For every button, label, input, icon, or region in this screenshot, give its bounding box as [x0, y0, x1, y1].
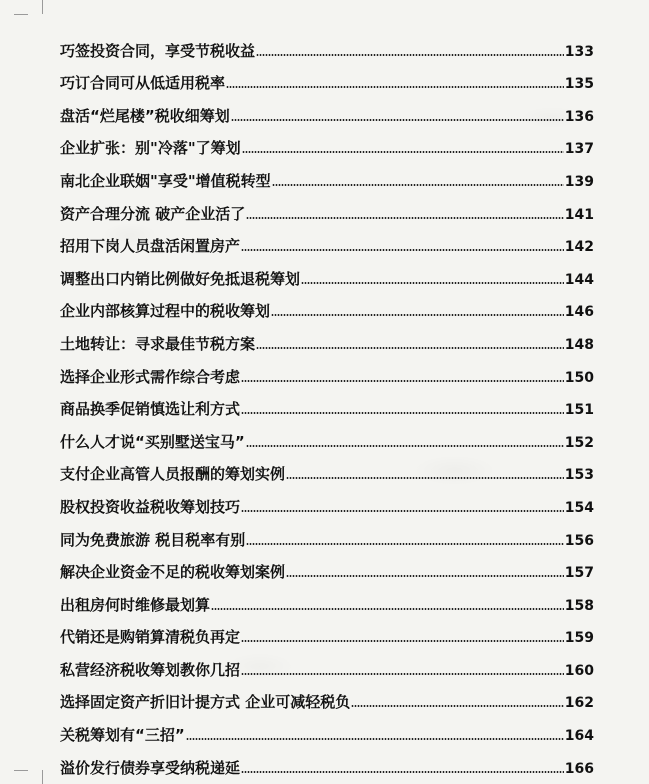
toc-entry-page-number: 142 [564, 239, 594, 256]
toc-entry[interactable] [60, 450, 594, 483]
dot-leader [246, 217, 564, 219]
toc-entry[interactable] [60, 385, 594, 418]
toc-entry-page-number: 156 [564, 532, 594, 549]
toc-entry-page-number: 141 [564, 206, 594, 223]
toc-entry-page-number: 151 [564, 402, 594, 419]
toc-entry-page-number: 158 [564, 597, 594, 614]
toc-entry-title: 溢价发行债券享受纳税递延 [60, 758, 241, 777]
dot-leader [271, 314, 564, 316]
toc-entry[interactable] [60, 417, 594, 450]
toc-entry-title: 什么人才说“买别墅送宝马” [60, 432, 245, 451]
toc-entry-title: 私营经济税收筹划教你几招 [60, 660, 241, 679]
toc-entry-page-number: 139 [564, 173, 594, 190]
dot-leader [286, 477, 564, 479]
dot-leader [351, 705, 564, 707]
toc-entry-page-number: 159 [564, 630, 594, 647]
dot-leader [241, 673, 564, 675]
toc-entry-title: 选择企业形式需作综合考虑 [60, 367, 241, 386]
dot-leader [226, 86, 564, 88]
toc-entry-title: 资产合理分流 破产企业活了 [60, 204, 246, 223]
table-of-contents [60, 26, 594, 776]
dot-leader [256, 54, 564, 56]
crop-mark-bottom-left-horizontal [14, 770, 28, 771]
toc-entry[interactable] [60, 580, 594, 613]
toc-entry-title: 盘活“烂尾楼”税收细筹划 [60, 106, 230, 125]
toc-entry-page-number: 154 [564, 499, 594, 516]
dot-leader [241, 771, 564, 773]
toc-entry-title: 出租房何时维修最划算 [60, 595, 211, 614]
toc-entry[interactable] [60, 59, 594, 92]
toc-entry-title: 股权投资收益税收筹划技巧 [60, 497, 241, 516]
toc-entry-title: 土地转让：寻求最佳节税方案 [60, 334, 256, 353]
toc-entry-title: 同为免费旅游 税目税率有别 [60, 530, 246, 549]
toc-entry[interactable] [60, 743, 594, 776]
toc-entry[interactable] [60, 482, 594, 515]
dot-leader [241, 249, 564, 251]
toc-entry-page-number: 157 [564, 565, 594, 582]
toc-entry[interactable] [60, 124, 594, 157]
dot-leader [186, 738, 564, 740]
toc-entry-title: 企业扩张：别"冷落"了筹划 [60, 139, 241, 158]
toc-entry[interactable] [60, 156, 594, 189]
toc-entry[interactable] [60, 352, 594, 385]
toc-entry-title: 招用下岗人员盘活闲置房产 [60, 237, 241, 256]
dot-leader [301, 282, 564, 284]
toc-entry-page-number: 152 [564, 434, 594, 451]
toc-entry[interactable] [60, 548, 594, 581]
toc-entry-page-number: 162 [564, 695, 594, 712]
toc-entry-page-number: 144 [564, 271, 594, 288]
toc-entry[interactable] [60, 91, 594, 124]
toc-entry[interactable] [60, 678, 594, 711]
dot-leader [242, 151, 564, 153]
dot-leader [246, 543, 564, 545]
toc-entry[interactable] [60, 287, 594, 320]
dot-leader [246, 445, 564, 447]
toc-entry[interactable] [60, 26, 594, 59]
toc-entry-page-number: 160 [564, 662, 594, 679]
toc-entry-title: 企业内部核算过程中的税收筹划 [60, 302, 271, 321]
toc-entry-page-number: 150 [564, 369, 594, 386]
crop-mark-top-left-horizontal [14, 14, 28, 15]
toc-entry-title: 代销还是购销算清税负再定 [60, 628, 241, 647]
toc-entry-page-number: 164 [564, 728, 594, 745]
toc-entry-title: 南北企业联姻"享受"增值税转型 [60, 171, 271, 190]
toc-entry-title: 巧订合同可从低适用税率 [60, 74, 226, 93]
toc-entry-title: 商品换季促销慎选让利方式 [60, 400, 241, 419]
dot-leader [241, 510, 564, 512]
crop-mark-bottom-left [28, 770, 43, 784]
toc-entry[interactable] [60, 710, 594, 743]
dot-leader [241, 640, 564, 642]
toc-entry-page-number: 153 [564, 467, 594, 484]
toc-entry-page-number: 166 [564, 760, 594, 777]
toc-entry[interactable] [60, 613, 594, 646]
crop-mark-top-left [28, 0, 43, 14]
toc-entry[interactable] [60, 319, 594, 352]
toc-entry-title: 选择固定资产折旧计提方式 企业可减轻税负 [60, 693, 351, 712]
toc-entry[interactable] [60, 645, 594, 678]
dot-leader [256, 347, 564, 349]
toc-entry[interactable] [60, 515, 594, 548]
toc-entry-page-number: 135 [564, 76, 594, 93]
toc-entry[interactable] [60, 222, 594, 255]
toc-entry-page-number: 137 [564, 141, 594, 158]
toc-entry[interactable] [60, 254, 594, 287]
dot-leader [241, 412, 564, 414]
toc-entry-page-number: 133 [564, 43, 594, 60]
toc-entry-title: 解决企业资金不足的税收筹划案例 [60, 563, 286, 582]
toc-entry-title: 支付企业高管人员报酬的筹划实例 [60, 465, 286, 484]
dot-leader [286, 575, 564, 577]
toc-entry[interactable] [60, 189, 594, 222]
toc-entry-page-number: 148 [564, 336, 594, 353]
toc-entry-page-number: 136 [564, 108, 594, 125]
dot-leader [241, 380, 564, 382]
dot-leader [272, 184, 564, 186]
toc-entry-page-number: 146 [564, 304, 594, 321]
dot-leader [231, 119, 564, 121]
toc-entry-title: 关税筹划有“三招” [60, 726, 185, 745]
toc-entry-title: 巧签投资合同，享受节税收益 [60, 41, 256, 60]
toc-entry-title: 调整出口内销比例做好免抵退税筹划 [60, 269, 301, 288]
dot-leader [211, 608, 564, 610]
